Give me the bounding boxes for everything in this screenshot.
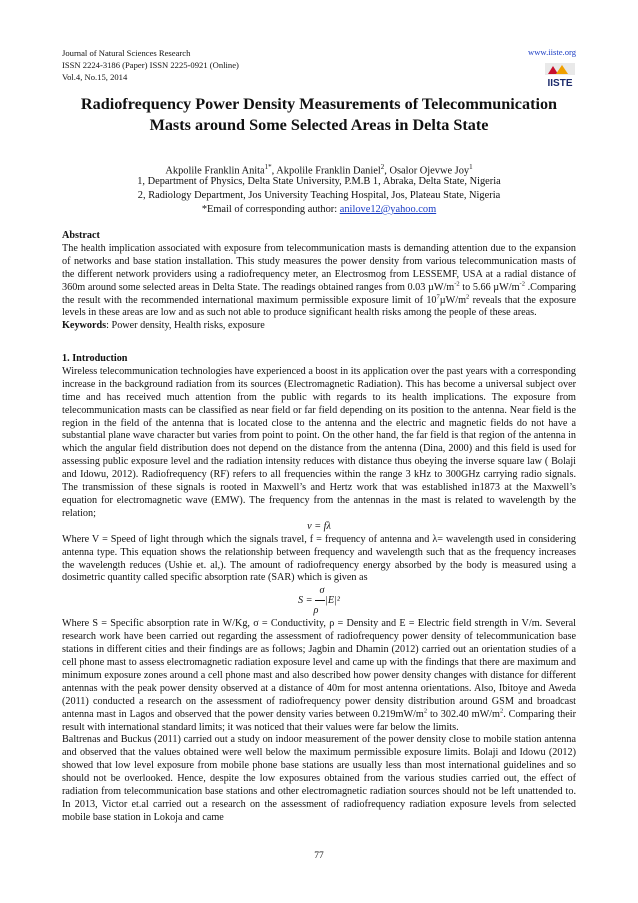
abstract-section: [62, 230, 576, 333]
author-2: , Akpolile Franklin Daniel: [271, 165, 381, 177]
journal-url-link[interactable]: www.iiste.org: [528, 47, 576, 57]
journal-issn: ISSN 2224-3186 (Paper) ISSN 2225-0921 (Online): [62, 60, 239, 70]
keywords-line: Keywords: Power density, Health risks, exposure: [62, 320, 265, 332]
author-1: Akpolile Franklin Anita: [165, 165, 265, 177]
intro-paragraph-3: Where S = Specific absorption rate in W/Kg, σ = Conductivity, ρ = Density and E = Electric field strength in V/m. Several research work have been carried out regarding the assessment of radiofrequency power density of telecommunication base stations in different cities and their findings are as follows; Jagbin and Dhamin (2012) carried out an orientation studies of a cell phone mast to assess electromagnetic radiation exposure level and came up with the findings that there are maximum and minimum exposure zones around a cell phone mast and also described how power density changes with distance for different antennas with the peak power density observed at a distance of 40m for most antenna orientations. Also, Ibitoye and Aweda (2011) conducted a research on the assessment of radiofrequency power density distribution around GSM and broadcast antenna mast in Lagos and observed that the power density varies between $0.219mW/m^2$ to 302.40 $mW/m^2$. Comparing their result with international standard limits; it was noticed that their values were far below the limits.: [62, 618, 576, 733]
journal-name: Journal of Natural Sciences Research: [62, 48, 191, 58]
affiliation-1: 1, Department of Physics, Delta State University, P.M.B 1, Abraka, Delta State, Nigeria: [137, 176, 501, 187]
intro-heading: 1. Introduction: [62, 353, 128, 364]
email-link[interactable]: anilove12@yahoo.com: [339, 204, 437, 215]
corresponding-email: *Email of corresponding author: anilove12@yahoo.com: [201, 204, 437, 215]
intro-paragraph-1: Wireless telecommunication technologies have experienced a boost in its application over the past years with a corresponding increase in the background radiation from its sources (Electromagnetic Radiation). This has become a universal subject over time and has received much attention from the public with regards to its health implications. The exposure from telecommunication masts can be classified as near field or far field depending on its position to the antenna. Near field is the region in the field of the antenna that is located close to the antenna and the electric and magnetic fields do not have a substantial plane wave character but varies from point to point. On the other hand, the far field is that region of the antenna in which the angular field distribution does not depend on the distance from the antenna (Dina, 2000) and this field is used for assessing public exposure level and the radiation intensity reduces with distance thus obeying the inverse square law ( Bolaji and Idowu, 2012). Radiofrequency (RF) refers to all frequencies within the range 3 kHz to 300GHz carrying radio signals. The transmission of these signals is rooted in Maxwell’s and Hertz work that was established in1873 at the Maxwell’s equation for electromagnetic wave (EMW). The frequency from the antennas in the mast is related to wavelength by the relation;: [62, 365, 576, 519]
journal-volume: Vol.4, No.15, 2014: [62, 72, 128, 82]
intro-paragraph-2: Where V = Speed of light through which the signals travel, f = frequency of antenna and λ= wavelength used in considering antenna type. This equation shows the relationship between frequency and wavelength such that as the frequency increases the wavelength reduces (Ushie et. al,). The amount of radiofrequency energy absorbed by the body is measured using a dosimetric quantity called specific absorption rate (SAR) which is given as: [62, 533, 576, 584]
paper-title: Radiofrequency Power Density Measurements of Telecommunication Masts around Some Selected Areas in Delta State: [80, 95, 558, 134]
author-3: , Osalor Ojevwe Joy: [384, 165, 470, 177]
intro-paragraph-4: Baltrenas and Buckus (2011) carried out a study on indoor measurement of the power density close to mobile station antenna and observed that the values obtained were well below the maximum permissible exposure limits. Bolaji and Idowu (2012) showed that low level exposure from mobile phone base stations are usually less than most international guidelines and so should not be overlooked. Hence, despite the low exposures obtained from the various studies carried out, the effect of radiation from telecommunication base stations and other electromagnetic radiation sources should not be left unattended to. In 2013, Victor et.al carried out a research on the assessment of radiofrequency radiation exposure levels from selected mobile base station in Lokoja and came: [62, 734, 576, 823]
logo-text: IISTE: [547, 78, 573, 89]
page-number: 77: [314, 851, 324, 861]
equation-wave: v = fλ: [307, 520, 331, 532]
iiste-logo: [545, 63, 575, 89]
abstract-heading: Abstract: [62, 230, 100, 241]
equation-sar: σ S = |E|² ρ: [298, 585, 340, 617]
affiliation-2: 2, Radiology Department, Jos University Teaching Hospital, Jos, Plateau State, Nigeria: [137, 190, 501, 201]
introduction-section: [62, 353, 576, 825]
abstract-text: The health implication associated with exposure from telecommunication masts is demanding attention due to the expansion of networks and base station installation. This study measures the power density from various telecommunication masts of the different network providers using a radiofrequency meter, an Electrosmog from LESSEMF, USA at a radial distance of 360m around some selected areas in Delta State. The readings obtained ranges from 0.03 $\mu W/m^{-2}$ to 5.66 $\mu W/m^{-2}$ .Comparing the result with the recommended international maximum permissible exposure limit of $10^7\mu W/m^2$ reveals that the exposure levels in these areas are low and as such not able to produce significant health risks among the people of these areas.: [62, 242, 576, 319]
author-list: Akpolile Franklin Anita$^{1*}$, Akpolile Franklin Daniel$^2$, Osalor Ojevwe Joy$^1$: [165, 163, 473, 177]
